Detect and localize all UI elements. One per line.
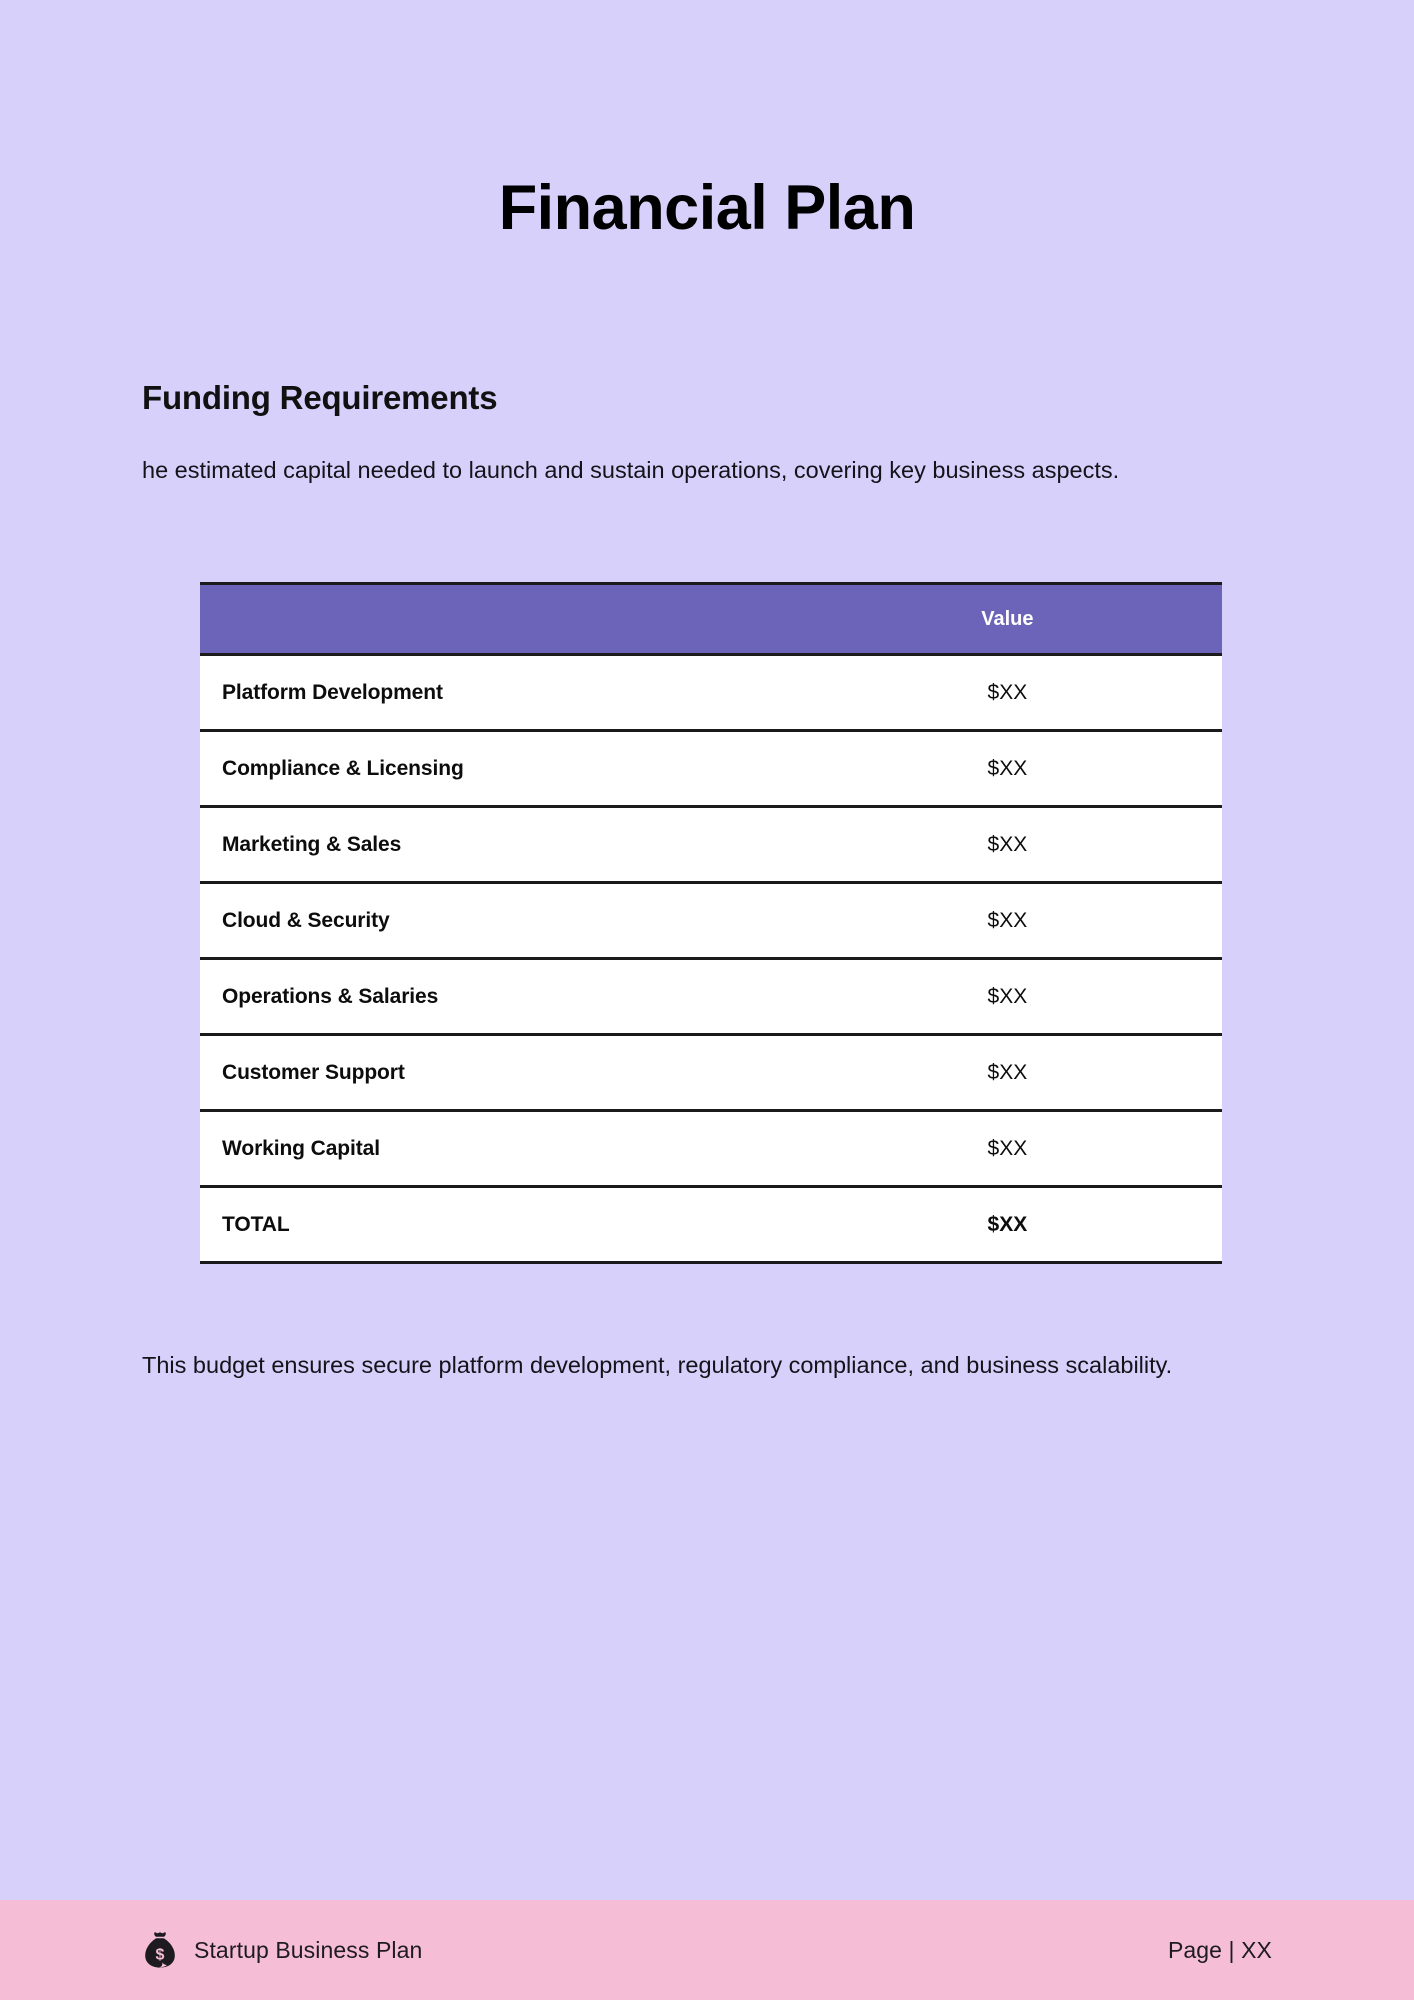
table-row	[200, 883, 1222, 959]
row-item-label: Marketing & Sales	[200, 807, 793, 883]
svg-text:$: $	[155, 1946, 165, 1964]
table-header	[200, 584, 1222, 655]
footer-brand-label: Startup Business Plan	[194, 1936, 423, 1963]
column-header-item	[200, 584, 793, 655]
row-item-value: $XX	[793, 731, 1222, 807]
row-total-value: $XX	[793, 1187, 1222, 1263]
row-item-label: Working Capital	[200, 1111, 793, 1187]
row-item-value: $XX	[793, 807, 1222, 883]
table-row	[200, 807, 1222, 883]
row-item-value: $XX	[793, 959, 1222, 1035]
table-row	[200, 959, 1222, 1035]
row-item-value: $XX	[793, 655, 1222, 731]
table-row	[200, 1035, 1222, 1111]
row-item-label: Cloud & Security	[200, 883, 793, 959]
table-body	[200, 655, 1222, 1263]
row-item-value: $XX	[793, 883, 1222, 959]
footer-brand-group	[142, 1931, 422, 1969]
table-row	[200, 731, 1222, 807]
row-item-value: $XX	[793, 1035, 1222, 1111]
page-title: Financial Plan	[498, 173, 916, 244]
column-header-value: Value	[793, 584, 1222, 655]
table-row	[200, 1111, 1222, 1187]
money-bag-icon	[142, 1931, 178, 1969]
row-item-label: Customer Support	[200, 1035, 793, 1111]
row-total-label: TOTAL	[200, 1187, 793, 1263]
row-item-value: $XX	[793, 1111, 1222, 1187]
footer-page-number: Page | XX	[1167, 1936, 1272, 1963]
intro-paragraph: he estimated capital needed to launch and sustain operations, covering key business aspects.	[142, 456, 1120, 483]
row-item-label: Compliance & Licensing	[200, 731, 793, 807]
row-item-label: Operations & Salaries	[200, 959, 793, 1035]
row-item-label: Platform Development	[200, 655, 793, 731]
closing-paragraph: This budget ensures secure platform development, regulatory compliance, and business scalability.	[142, 1351, 1173, 1378]
table-row	[200, 655, 1222, 731]
page-footer	[0, 1900, 1414, 2000]
table-row-total	[200, 1187, 1222, 1263]
table-header-row	[200, 584, 1222, 655]
funding-requirements-table	[200, 582, 1222, 1264]
section-heading: Funding Requirements	[142, 379, 498, 417]
